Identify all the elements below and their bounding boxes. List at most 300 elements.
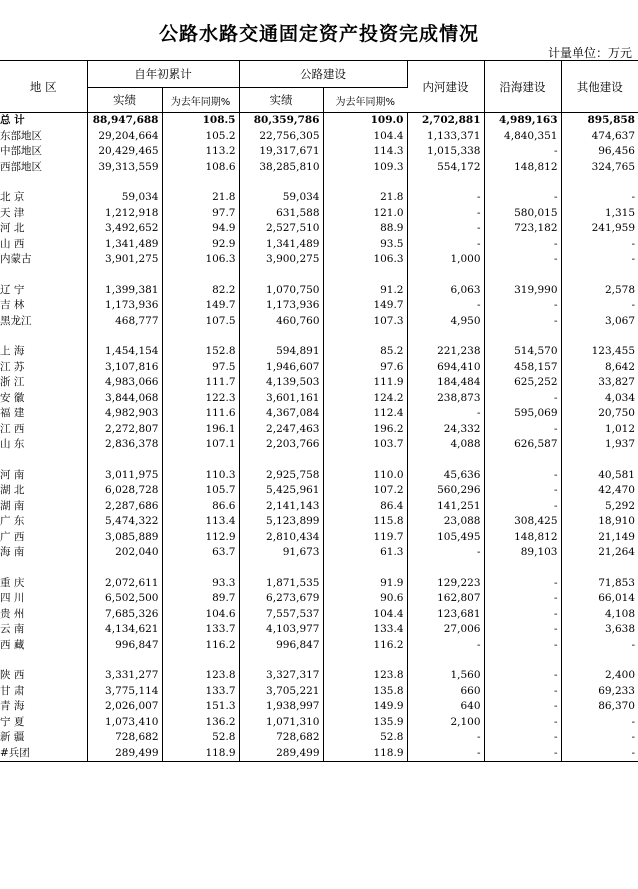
value-cell: 97.7 [162,206,239,222]
spacer-cell [87,175,162,190]
spacer-cell [407,268,484,283]
value-cell: 129,223 [407,576,484,592]
spacer-row [0,175,638,190]
value-cell: 3,638 [604,623,635,636]
spacer-cell [323,453,407,468]
value-cell: 221,238 [407,344,484,360]
table-row [0,622,638,638]
value-cell: 4,134,621 [87,622,162,638]
value-cell: - [631,237,635,250]
spacer-cell [87,653,162,668]
value-cell: 2,527,510 [239,221,323,237]
value-cell: 105.7 [162,483,239,499]
value-cell: - [484,622,561,638]
value-cell: 184,484 [407,375,484,391]
spacer-cell [323,268,407,283]
spacer-cell [162,175,239,190]
value-cell: 88.9 [323,221,407,237]
region-name: 浙 江 [0,375,87,391]
region-name: 陕 西 [0,668,87,684]
value-cell: 136.2 [162,715,239,731]
table-row [0,129,638,145]
value-cell: - [484,715,561,731]
table-row [0,715,638,731]
value-cell: - [407,221,484,237]
spacer-cell [484,561,561,576]
value-cell: 2,247,463 [239,422,323,438]
spacer-cell [0,453,87,468]
value-cell: 514,570 [484,344,561,360]
value-cell: 289,499 [239,746,323,762]
region-name: 宁 夏 [0,715,87,731]
value-cell: - [631,715,635,728]
value-cell: 728,682 [239,730,323,746]
value-cell: 107.5 [162,314,239,330]
value-cell: 308,425 [484,514,561,530]
table-row [0,160,638,176]
value-cell: 122.3 [162,391,239,407]
table-row [0,514,638,530]
region-name: 四 川 [0,591,87,607]
table-row [0,483,638,499]
value-cell: - [484,314,561,330]
region-name: 山 西 [0,237,87,253]
value-cell: - [484,684,561,700]
spacer-cell [323,653,407,668]
spacer-cell [484,268,561,283]
table-row [0,391,638,407]
spacer-row [0,653,638,668]
value-cell: 580,015 [484,206,561,222]
table-row [0,468,638,484]
spacer-cell [0,175,87,190]
value-cell: 4,034 [604,391,635,404]
value-cell: 595,069 [484,406,561,422]
value-cell: 89,103 [484,545,561,561]
value-cell: 66,014 [598,592,635,605]
value-cell: 21,264 [598,546,635,559]
value-cell: 21.8 [162,190,239,206]
value-cell: - [484,607,561,623]
spacer-cell [87,329,162,344]
value-cell: 111.6 [162,406,239,422]
value-cell: 113.2 [162,144,239,160]
value-cell: 1,071,310 [239,715,323,731]
value-cell: 1,399,381 [87,283,162,299]
spacer-cell [561,653,638,668]
value-cell: 69,233 [598,684,635,697]
region-name: 北 京 [0,190,87,206]
value-cell: 5,474,322 [87,514,162,530]
value-cell: 7,557,537 [239,607,323,623]
value-cell: 2,702,881 [407,113,484,129]
value-cell: - [484,391,561,407]
value-cell: 4,139,503 [239,375,323,391]
value-cell: - [484,483,561,499]
region-name: 甘 肃 [0,684,87,700]
value-cell: 112.9 [162,530,239,546]
value-cell: 5,123,899 [239,514,323,530]
value-cell: 2,272,807 [87,422,162,438]
region-name: #兵团 [0,746,87,762]
header-ytd-actual: 实绩 [87,88,162,113]
table-row [0,545,638,561]
value-cell: 109.3 [323,160,407,176]
spacer-cell [561,268,638,283]
value-cell: - [484,298,561,314]
value-cell: 241,959 [591,222,635,235]
spacer-row [0,453,638,468]
value-cell: 116.2 [323,638,407,654]
value-cell: 1,073,410 [87,715,162,731]
value-cell: 4,950 [407,314,484,330]
value-cell: 93.3 [162,576,239,592]
value-cell: 106.3 [162,252,239,268]
value-cell: 3,107,816 [87,360,162,376]
value-cell: 162,807 [407,591,484,607]
value-cell: 21,149 [598,530,635,543]
spacer-cell [239,175,323,190]
value-cell: 107.3 [323,314,407,330]
value-cell: 149.7 [162,298,239,314]
value-cell: 71,853 [598,576,635,589]
value-cell: 4,367,084 [239,406,323,422]
spacer-cell [0,561,87,576]
region-name: 江 西 [0,422,87,438]
region-name: 吉 林 [0,298,87,314]
value-cell: 45,636 [407,468,484,484]
value-cell: 202,040 [87,545,162,561]
value-cell: 38,285,810 [239,160,323,176]
value-cell: 6,273,679 [239,591,323,607]
value-cell: 29,204,664 [87,129,162,145]
value-cell: - [484,668,561,684]
value-cell: 133.7 [162,684,239,700]
spacer-cell [407,561,484,576]
value-cell: 121.0 [323,206,407,222]
value-cell: - [407,298,484,314]
region-name: 黑龙江 [0,314,87,330]
value-cell: 238,873 [407,391,484,407]
value-cell: 33,827 [598,376,635,389]
value-cell: - [631,731,635,744]
value-cell: 1,871,535 [239,576,323,592]
value-cell: 2,925,758 [239,468,323,484]
spacer-cell [87,268,162,283]
table-row [0,406,638,422]
table-row [0,237,638,253]
value-cell: 39,313,559 [87,160,162,176]
value-cell: - [484,144,561,160]
value-cell: 52.8 [162,730,239,746]
value-cell: 468,777 [87,314,162,330]
value-cell: - [484,746,561,762]
header-ytd-yoy: 为去年同期% [162,88,239,113]
table-row [0,283,638,299]
value-cell: 96,456 [598,145,635,158]
value-cell: 93.5 [323,237,407,253]
region-name: 东部地区 [0,129,87,145]
value-cell: 86.6 [162,499,239,515]
value-cell: 111.7 [162,375,239,391]
value-cell: 2,026,007 [87,699,162,715]
region-name: 重 庆 [0,576,87,592]
value-cell: - [631,191,635,204]
value-cell: 1,133,371 [407,129,484,145]
value-cell: - [407,206,484,222]
value-cell: 114.3 [323,144,407,160]
value-cell: 110.0 [323,468,407,484]
region-name: 安 徽 [0,391,87,407]
value-cell: 97.5 [162,360,239,376]
spacer-cell [162,561,239,576]
value-cell: 80,359,786 [239,113,323,129]
value-cell: 135.8 [323,684,407,700]
value-cell: - [484,422,561,438]
region-name: 青 海 [0,699,87,715]
value-cell: 111.9 [323,375,407,391]
spacer-cell [0,653,87,668]
value-cell: 52.8 [323,730,407,746]
value-cell: 105.2 [162,129,239,145]
spacer-cell [162,453,239,468]
value-cell: 1,454,154 [87,344,162,360]
value-cell: 474,637 [591,129,635,142]
region-name: 山 东 [0,437,87,453]
value-cell: 27,006 [407,622,484,638]
spacer-cell [323,175,407,190]
value-cell: 92.9 [162,237,239,253]
value-cell: 4,103,977 [239,622,323,638]
table-row [0,730,638,746]
value-cell: 1,937 [604,438,635,451]
value-cell: 108.6 [162,160,239,176]
value-cell: - [484,576,561,592]
value-cell: 91.2 [323,283,407,299]
value-cell: - [484,730,561,746]
value-cell: 123,455 [591,345,635,358]
value-cell: - [407,638,484,654]
value-cell: 8,642 [604,360,635,373]
value-cell: 107.2 [323,483,407,499]
value-cell: 895,858 [587,114,635,127]
value-cell: 4,108 [604,607,635,620]
value-cell: 61.3 [323,545,407,561]
value-cell: 151.3 [162,699,239,715]
value-cell: 631,588 [239,206,323,222]
value-cell: 2,072,611 [87,576,162,592]
table-row [0,314,638,330]
unit-label: 计量单位：万元 [547,46,632,60]
value-cell: 324,765 [591,160,635,173]
value-cell: 196.2 [323,422,407,438]
value-cell: - [407,190,484,206]
table-row [0,221,638,237]
value-cell: 4,088 [407,437,484,453]
value-cell: 24,332 [407,422,484,438]
spacer-cell [407,653,484,668]
value-cell: 694,410 [407,360,484,376]
value-cell: 626,587 [484,437,561,453]
region-name: 内蒙古 [0,252,87,268]
value-cell: 133.4 [323,622,407,638]
value-cell: 3,011,975 [87,468,162,484]
table-row [0,252,638,268]
value-cell: 2,578 [604,283,635,296]
value-cell: 560,296 [407,483,484,499]
value-cell: 6,502,500 [87,591,162,607]
value-cell: 82.2 [162,283,239,299]
value-cell: 5,425,961 [239,483,323,499]
value-cell: 640 [407,699,484,715]
value-cell: 88,947,688 [87,113,162,129]
value-cell: 123.8 [323,668,407,684]
value-cell: 594,891 [239,344,323,360]
value-cell: - [484,252,561,268]
value-cell: - [484,638,561,654]
value-cell: 116.2 [162,638,239,654]
region-name: 广 东 [0,514,87,530]
region-name: 河 北 [0,221,87,237]
value-cell: 141,251 [407,499,484,515]
value-cell: 119.7 [323,530,407,546]
value-cell: 21.8 [323,190,407,206]
spacer-cell [162,653,239,668]
spacer-cell [239,329,323,344]
table-row [0,298,638,314]
value-cell: 3,601,161 [239,391,323,407]
header-coastal: 沿海建设 [484,61,561,113]
region-name: 云 南 [0,622,87,638]
region-name: 天 津 [0,206,87,222]
value-cell: 460,760 [239,314,323,330]
value-cell: 1,938,997 [239,699,323,715]
region-name: 贵 州 [0,607,87,623]
table-row [0,668,638,684]
spacer-row [0,561,638,576]
value-cell: 86.4 [323,499,407,515]
value-cell: 109.0 [323,113,407,129]
value-cell: 63.7 [162,545,239,561]
value-cell: 1,015,338 [407,144,484,160]
table-row [0,746,638,762]
table-row [0,684,638,700]
spacer-cell [87,453,162,468]
region-name: 湖 南 [0,499,87,515]
value-cell: 1,560 [407,668,484,684]
table-row [0,113,638,129]
region-name: 上 海 [0,344,87,360]
spacer-cell [561,175,638,190]
value-cell: 723,182 [484,221,561,237]
value-cell: 133.7 [162,622,239,638]
region-name: 广 西 [0,530,87,546]
table-row [0,360,638,376]
value-cell: 94.9 [162,221,239,237]
value-cell: 115.8 [323,514,407,530]
header-ytd: 自年初累计 [87,61,239,88]
region-name: 海 南 [0,545,87,561]
spacer-cell [407,453,484,468]
region-name: 西 藏 [0,638,87,654]
value-cell: 19,317,671 [239,144,323,160]
value-cell: 112.4 [323,406,407,422]
value-cell: 996,847 [239,638,323,654]
value-cell: 103.7 [323,437,407,453]
value-cell: 106.3 [323,252,407,268]
value-cell: 85.2 [323,344,407,360]
value-cell: 110.3 [162,468,239,484]
value-cell: 2,287,686 [87,499,162,515]
table-row [0,591,638,607]
spacer-cell [87,561,162,576]
value-cell: 3,331,277 [87,668,162,684]
investment-table [0,60,638,762]
value-cell: 118.9 [323,746,407,762]
value-cell: 6,028,728 [87,483,162,499]
value-cell: 1,341,489 [239,237,323,253]
region-name: 中部地区 [0,144,87,160]
table-row [0,699,638,715]
value-cell: 113.4 [162,514,239,530]
value-cell: 6,063 [407,283,484,299]
value-cell: 319,990 [484,283,561,299]
value-cell: 89.7 [162,591,239,607]
page-title: 公路水路交通固定资产投资完成情况 [158,23,479,45]
value-cell: 107.1 [162,437,239,453]
value-cell: - [484,468,561,484]
region-name: 福 建 [0,406,87,422]
spacer-cell [484,175,561,190]
value-cell: 196.1 [162,422,239,438]
value-cell: 1,070,750 [239,283,323,299]
spacer-cell [323,561,407,576]
value-cell: 3,327,317 [239,668,323,684]
spacer-cell [407,329,484,344]
value-cell: 20,750 [598,407,635,420]
value-cell: 554,172 [407,160,484,176]
spacer-cell [239,561,323,576]
value-cell: 996,847 [87,638,162,654]
spacer-row [0,329,638,344]
value-cell: - [407,237,484,253]
value-cell: - [407,545,484,561]
value-cell: 59,034 [87,190,162,206]
value-cell: 18,910 [598,515,635,528]
spacer-cell [484,653,561,668]
value-cell: 90.6 [323,591,407,607]
header-region: 地 区 [0,61,87,113]
value-cell: 135.9 [323,715,407,731]
table-body [0,113,638,762]
value-cell: 1,946,607 [239,360,323,376]
spacer-cell [239,453,323,468]
table-row [0,530,638,546]
value-cell: 97.6 [323,360,407,376]
table-row [0,422,638,438]
table-row [0,576,638,592]
value-cell: 149.7 [323,298,407,314]
value-cell: 149.9 [323,699,407,715]
value-cell: 1,341,489 [87,237,162,253]
value-cell: 7,685,326 [87,607,162,623]
spacer-cell [407,175,484,190]
spacer-cell [561,561,638,576]
region-name: 西部地区 [0,160,87,176]
table-row [0,190,638,206]
value-cell: - [631,638,635,651]
value-cell: 3,067 [604,314,635,327]
